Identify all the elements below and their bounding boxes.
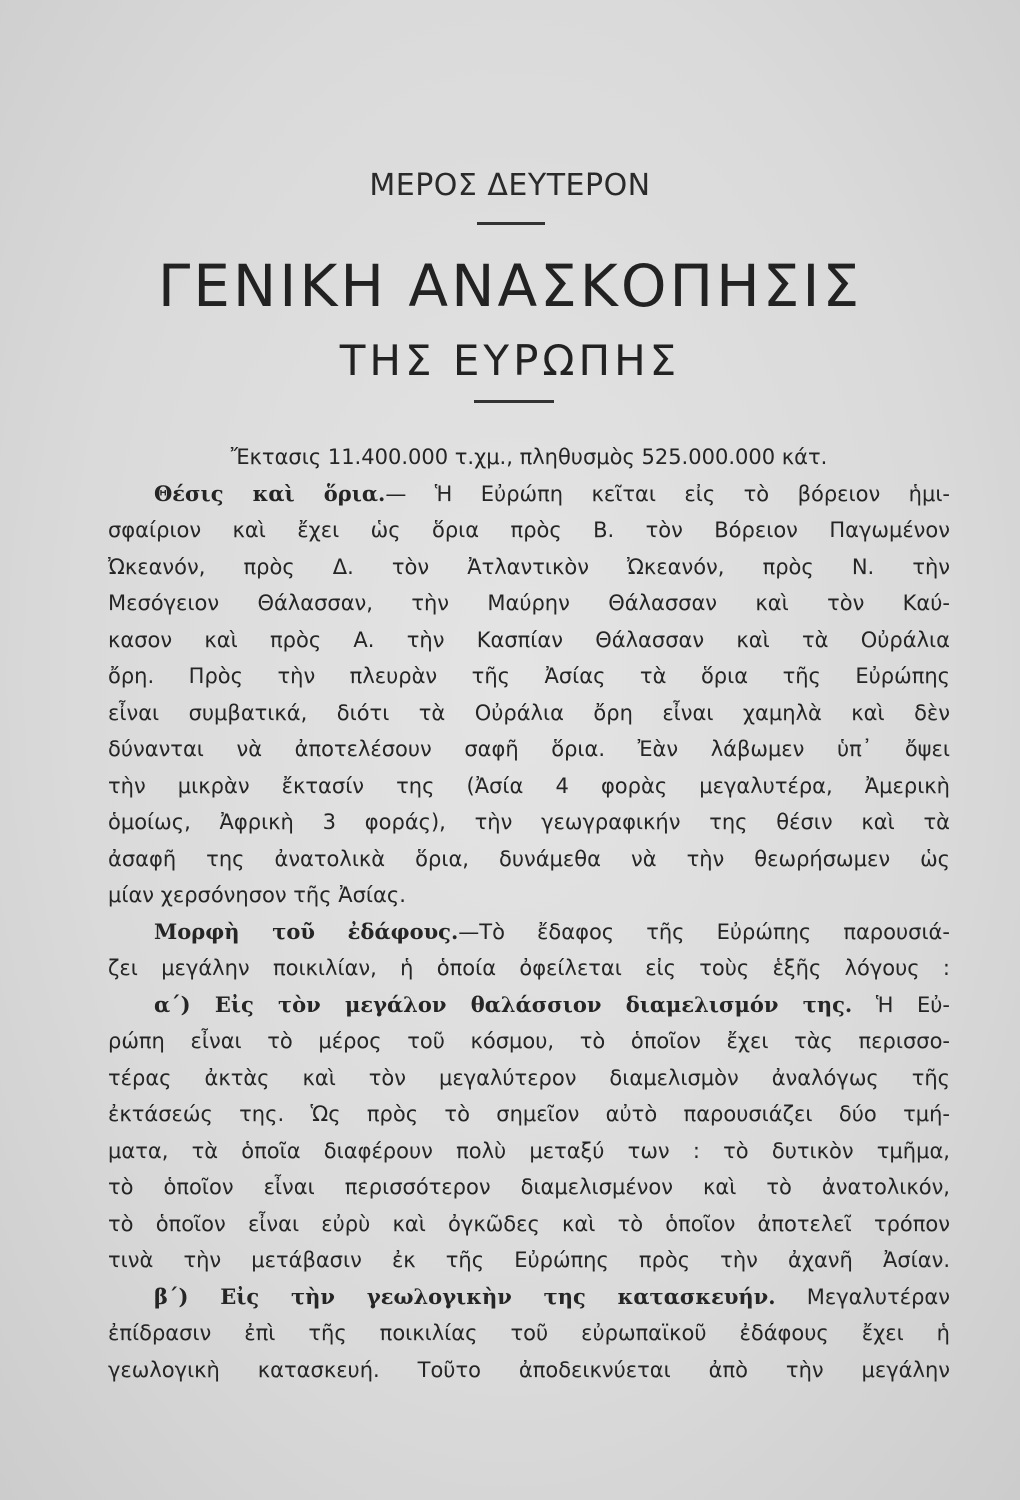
paragraph-line: ζει μεγάλην ποικιλίαν, ἡ ὁποία ὀφείλεται εἰς τοὺς ἑξῆς λόγους : [108,956,950,980]
paragraph-line: γεωλογικὴ κατασκευή. Τοῦτο ἀποδεικνύεται ἀπὸ τὴν μεγάλην [108,1357,950,1382]
paragraph-line [108,1279,950,1316]
paragraph-line: Μεσόγειον Θάλασσαν, τὴν Μαύρην Θάλασσαν καὶ τὸν Καύ- [108,591,950,615]
paragraph-line: κασον καὶ πρὸς Α. τὴν Κασπίαν Θάλασσαν καὶ τὰ Οὐράλια [108,627,950,652]
paragraph-line [108,476,950,513]
paragraph-line [108,987,950,1024]
section-heading-b: β΄) Εἰς τὴν γεωλογικὴν της κατασκευήν. [154,1283,776,1309]
title-divider-bottom [474,400,554,403]
paragraph-text: Ἡ Εὐ- [852,992,950,1017]
subtitle: ΤΗΣ ΕΥΡΩΠΗΣ [339,336,681,385]
paragraph-line: ρώπη εἶναι τὸ μέρος τοῦ κόσμου, τὸ ὁποῖον ἔχει τὰς περισσο- [108,1029,950,1053]
paragraph-line: τὴν μικρὰν ἔκτασίν της (Ἀσία 4 φορὰς μεγαλυτέρα, Ἀμερικὴ [108,773,950,798]
paragraph-line: εἶναι συμβατικά, διότι τὰ Οὐράλια ὄρη εἶναι χαμηλὰ καὶ δὲν [108,700,950,725]
paragraph-line: τέρας ἀκτὰς καὶ τὸν μεγαλύτερον διαμελισμὸν ἀναλόγως τῆς [108,1065,950,1090]
paragraph-text: — Ἡ Εὐρώπη κεῖται εἰς τὸ βόρειον ἡμι- [385,481,950,506]
paragraph-line [108,914,950,951]
section-heading-a: α΄) Εἰς τὸν μεγάλον θαλάσσιον διαμελισμόν της. [154,991,853,1017]
section-heading-relief: Μορφὴ τοῦ ἐδάφους. [154,918,459,944]
stats-line: Ἔκτασις 11.400.000 τ.χμ., πληθυσμὸς 525.000.000 κάτ. [230,445,828,469]
title-divider-top [477,222,545,225]
paragraph-line: δύνανται νὰ ἀποτελέσουν σαφῆ ὅρια. Ἐὰν λάβωμεν ὑπ᾽ ὄψει [108,737,950,761]
paragraph-line: ἐπίδρασιν ἐπὶ τῆς ποικιλίας τοῦ εὐρωπαϊκοῦ ἐδάφους ἔχει ἡ [108,1321,950,1345]
paragraph-text: Μεγαλυτέραν [775,1284,950,1309]
paragraph-text: —Τὸ ἔδαφος τῆς Εὐρώπης παρουσιά- [458,919,950,944]
paragraph-line: ὁμοίως, Ἀφρικὴ 3 φοράς), τὴν γεωγραφικήν της θέσιν καὶ τὰ [108,810,950,834]
paragraph-line: ὄρη. Πρὸς τὴν πλευρὰν τῆς Ἀσίας τὰ ὅρια τῆς Εὐρώπης [108,664,950,688]
part-title: ΜΕΡΟΣ ΔΕΥΤΕΡΟΝ [369,168,651,203]
body-text [108,439,950,1388]
main-title: ΓΕΝΙΚΗ ΑΝΑΣΚΟΠΗΣΙΣ [157,252,863,320]
paragraph-line: τινὰ τὴν μετάβασιν ἐκ τῆς Εὐρώπης πρὸς τὴν ἀχανῆ Ἀσίαν. [108,1248,950,1272]
paragraph-line: τὸ ὁποῖον εἶναι περισσότερον διαμελισμένον καὶ τὸ ἀνατολικόν, [108,1175,950,1199]
paragraph-line: ἐκτάσεώς της. Ὡς πρὸς τὸ σημεῖον αὐτὸ παρουσιάζει δύο τμή- [108,1102,950,1126]
paragraph-line: μίαν χερσόνησον τῆς Ἀσίας. [108,883,406,907]
paragraph-line: Ὠκεανόν, πρὸς Δ. τὸν Ἀτλαντικὸν Ὠκεανόν, πρὸς Ν. τὴν [108,554,950,579]
paragraph-line: ματα, τὰ ὁποῖα διαφέρουν πολὺ μεταξύ των : τὸ δυτικὸν τμῆμα, [108,1138,950,1163]
paragraph-line: σφαίριον καὶ ἔχει ὡς ὅρια πρὸς Β. τὸν Βόρειον Παγωμένον [108,518,950,542]
paragraph-line: ἀσαφῆ της ἀνατολικὰ ὅρια, δυνάμεθα νὰ τὴν θεωρήσωμεν ὡς [108,846,950,871]
paragraph-line: τὸ ὁποῖον εἶναι εὐρὺ καὶ ὀγκῶδες καὶ τὸ ὁποῖον ἀποτελεῖ τρόπον [108,1211,950,1236]
section-heading-position: Θέσις καὶ ὅρια. [154,480,386,506]
